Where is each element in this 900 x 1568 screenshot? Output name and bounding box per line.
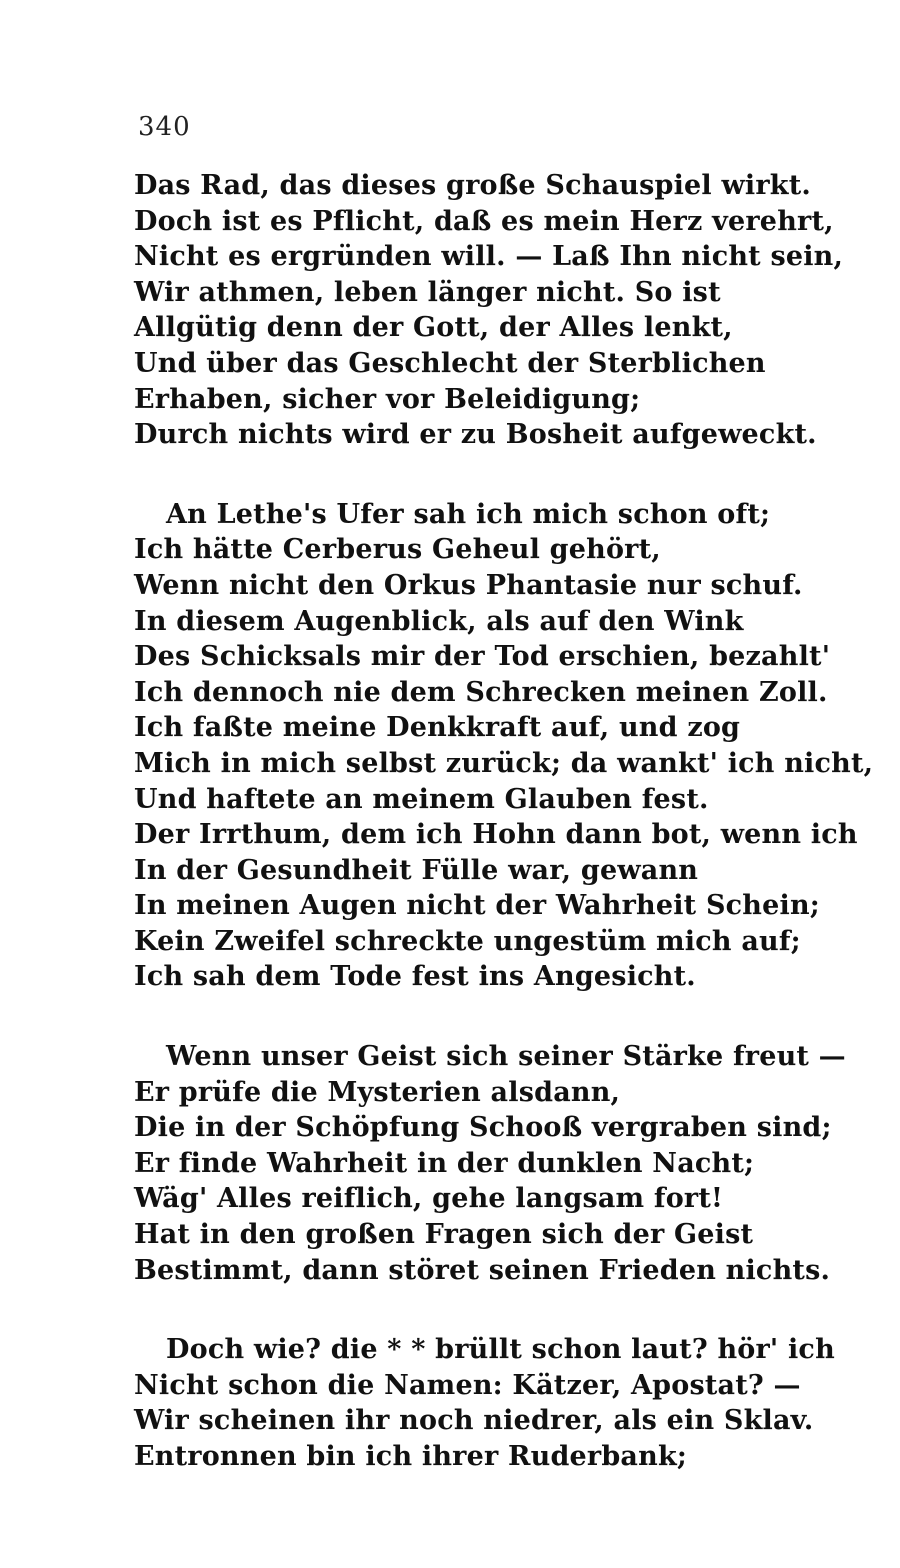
poem-line: Kein Zweifel schreckte ungestüm mich auf; bbox=[134, 925, 801, 957]
stanza-1 bbox=[134, 168, 844, 453]
poem-line: Allgütig denn der Gott, der Alles lenkt, bbox=[134, 312, 733, 344]
poem-line: Nicht schon die Namen: Kätzer, Apostat? — bbox=[134, 1369, 801, 1401]
poem-line: Und über das Geschlecht der Sterblichen bbox=[134, 347, 766, 379]
poem-line: Durch nichts wird er zu Bosheit aufgeweckt. bbox=[134, 419, 817, 451]
poem-line: An Lethe's Ufer sah ich mich schon oft; bbox=[166, 498, 771, 530]
poem-line: Wäg' Alles reiflich, gehe langsam fort! bbox=[134, 1183, 724, 1215]
poem-line: Ich dennoch nie dem Schrecken meinen Zoll. bbox=[134, 676, 828, 708]
poem-line: In der Gesundheit Fülle war, gewann bbox=[134, 854, 699, 886]
poem-line: In meinen Augen nicht der Wahrheit Schein; bbox=[134, 890, 820, 922]
poem-line: Ich sah dem Tode fest ins Angesicht. bbox=[134, 961, 696, 993]
poem-line: In diesem Augenblick, als auf den Wink bbox=[134, 605, 744, 637]
poem-line: Erhaben, sicher vor Beleidigung; bbox=[134, 383, 641, 415]
poem-line: Der Irrthum, dem ich Hohn dann bot, wenn ich bbox=[134, 819, 858, 851]
poem-line: Bestimmt, dann störet seinen Frieden nichts. bbox=[134, 1254, 831, 1286]
stanza-3 bbox=[134, 1039, 846, 1288]
stanza-2 bbox=[134, 497, 874, 995]
poem-line: Doch wie? die * * brüllt schon laut? hör' ich bbox=[166, 1334, 835, 1366]
poem-line: Ich faßte meine Denkkraft auf, und zog bbox=[134, 712, 741, 744]
poem-line: Und haftete an meinem Glauben fest. bbox=[134, 783, 709, 815]
poem-line: Wenn unser Geist sich seiner Stärke freut — bbox=[166, 1041, 846, 1073]
poem-line: Er finde Wahrheit in der dunklen Nacht; bbox=[134, 1147, 755, 1179]
poem-line: Wir athmen, leben länger nicht. So ist bbox=[134, 276, 721, 308]
poem-line: Des Schicksals mir der Tod erschien, bezahlt' bbox=[134, 641, 831, 673]
poem-line: Wir scheinen ihr noch niedrer, als ein Sklav. bbox=[134, 1405, 814, 1437]
poem-line: Ich hätte Cerberus Geheul gehört, bbox=[134, 534, 661, 566]
poem-line: Wenn nicht den Orkus Phantasie nur schuf. bbox=[134, 569, 803, 601]
poem-line: Mich in mich selbst zurück; da wankt' ich nicht, bbox=[134, 747, 874, 779]
poem-line: Er prüfe die Mysterien alsdann, bbox=[134, 1076, 621, 1108]
poem-line: Entronnen bin ich ihrer Ruderbank; bbox=[134, 1441, 688, 1472]
poem-line: Die in der Schöpfung Schooß vergraben sind; bbox=[134, 1112, 832, 1144]
poem-line: Hat in den großen Fragen sich der Geist bbox=[134, 1219, 754, 1251]
poem-text bbox=[134, 168, 874, 1519]
poem-line: Das Rad, das dieses große Schauspiel wirkt. bbox=[134, 170, 811, 201]
page-number: 340 bbox=[138, 112, 191, 142]
poem-line: Doch ist es Pflicht, daß es mein Herz verehrt, bbox=[134, 205, 834, 237]
poem-line: Nicht es ergründen will. — Laß Ihn nicht sein, bbox=[134, 241, 844, 273]
stanza-4 bbox=[134, 1332, 835, 1474]
